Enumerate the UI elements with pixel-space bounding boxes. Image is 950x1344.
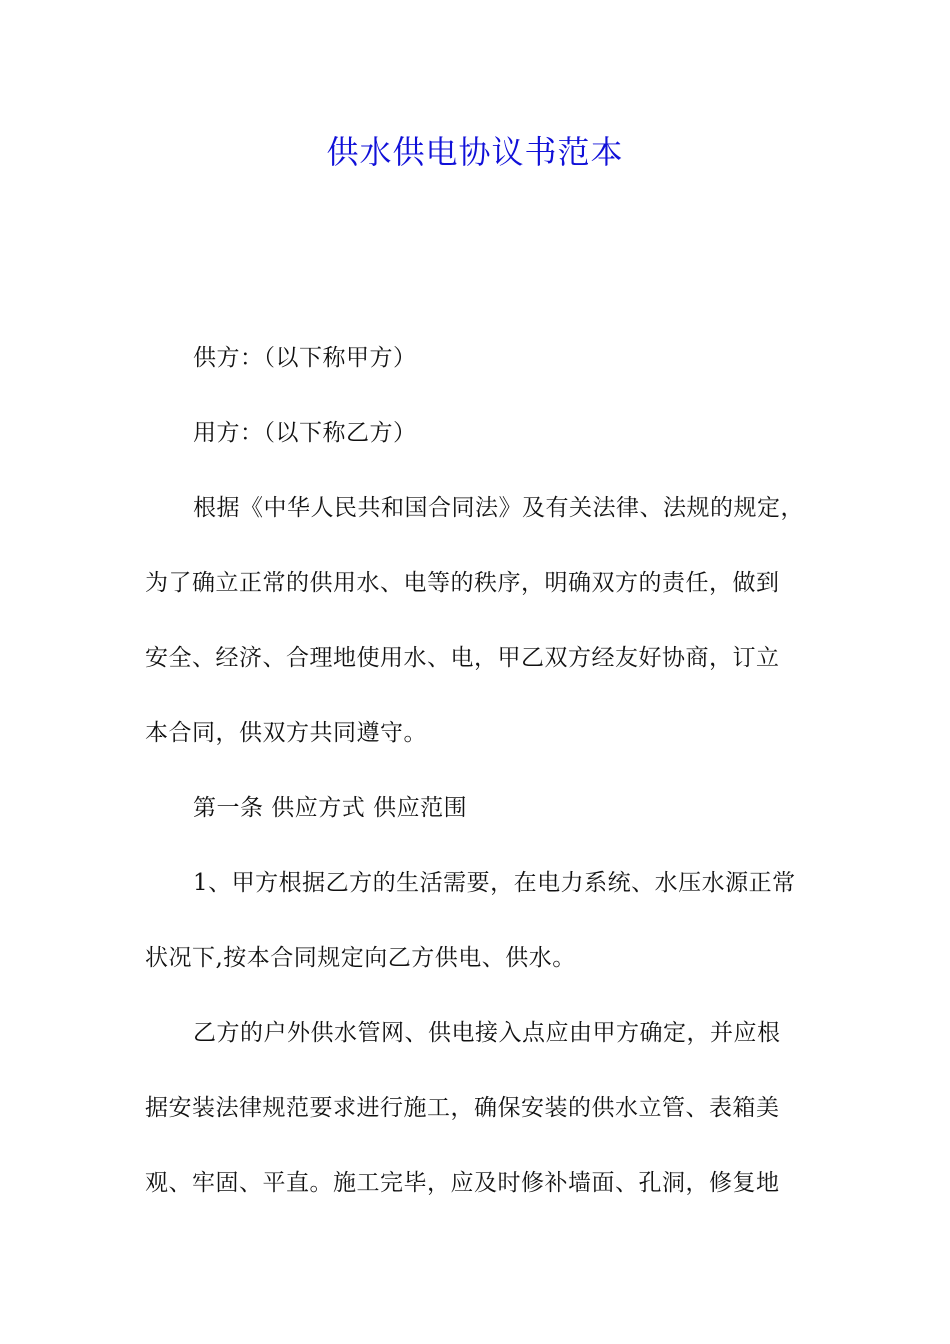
- document-title: 供水供电协议书范本: [326, 133, 624, 171]
- paragraph-line: 根据《中华人民共和国合同法》及有关法律、法规的规定，: [193, 495, 804, 521]
- paragraph-line: 乙方的户外供水管网、供电接入点应由甲方确定，并应根: [193, 1020, 781, 1046]
- paragraph-line: 安全、经济、合理地使用水、电，甲乙双方经友好协商，订立: [145, 645, 780, 671]
- paragraph-line: 1、甲方根据乙方的生活需要，在电力系统、水压水源正常: [193, 870, 796, 896]
- paragraph-line: 本合同，供双方共同遵守。: [145, 720, 427, 746]
- article-heading: 第一条 供应方式 供应范围: [193, 795, 468, 821]
- paragraph-line: 据安装法律规范要求进行施工，确保安装的供水立管、表箱美: [145, 1095, 780, 1121]
- paragraph-line: 为了确立正常的供用水、电等的秩序，明确双方的责任，做到: [145, 570, 780, 596]
- paragraph-line: 状况下,按本合同规定向乙方供电、供水。: [145, 945, 576, 971]
- party-a-line: 供方：（以下称甲方）: [193, 345, 417, 371]
- paragraph-line: 观、牢固、平直。施工完毕，应及时修补墙面、孔洞，修复地: [145, 1170, 780, 1196]
- party-b-line: 用方：（以下称乙方）: [193, 420, 417, 446]
